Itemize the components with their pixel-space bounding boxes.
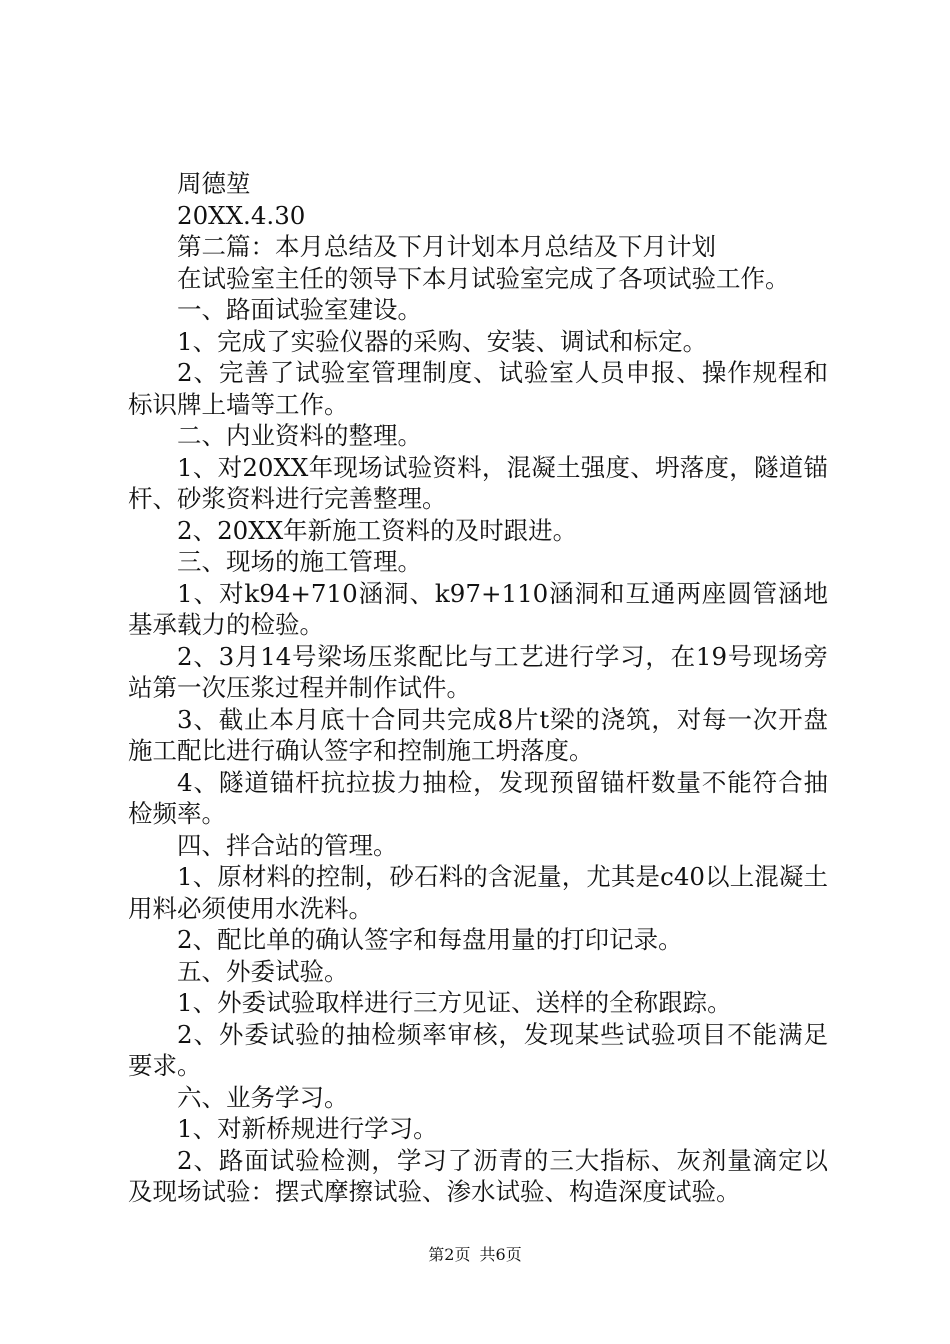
paragraph: 1、对k94+710涵洞、k97+110涵洞和互通两座圆管涵地基承载力的检验。 [128,578,828,639]
paragraph: 3、截止本月底十合同共完成8片t梁的浇筑，对每一次开盘施工配比进行确认签字和控制施工坍落度。 [128,704,828,765]
heading-6: 六、业务学习。 [177,1082,349,1112]
paragraph: 2、外委试验的抽检频率审核，发现某些试验项目不能满足要求。 [128,1019,828,1080]
heading-5: 五、外委试验。 [177,956,349,986]
document-body [128,168,828,1208]
paragraph: 1、对20XX年现场试验资料，混凝土强度、坍落度，隧道锚杆、砂浆资料进行完善整理。 [128,452,828,513]
paragraph: 1、原材料的控制，砂石料的含泥量，尤其是c40以上混凝土用料必须使用水洗料。 [128,862,828,923]
date-line: 20XX.4.30 [177,200,306,230]
section-title: 第二篇：本月总结及下月计划本月总结及下月计划 [177,232,716,261]
paragraph: 1、完成了实验仪器的采购、安装、调试和标定。 [177,326,708,356]
paragraph: 2、20XX年新施工资料的及时跟进。 [177,515,578,545]
paragraph: 2、3月14号梁场压浆配比与工艺进行学习，在19号现场旁站第一次压浆过程并制作试件。 [128,641,828,702]
page-number-footer: 第2页 共6页 [428,1245,522,1264]
author-name: 周德堃 [177,169,251,198]
heading-2: 二、内业资料的整理。 [177,421,422,450]
paragraph: 4、隧道锚杆抗拉拔力抽检，发现预留锚杆数量不能符合抽检频率。 [128,767,828,828]
heading-4: 四、拌合站的管理。 [177,830,398,860]
paragraph: 1、对新桥规进行学习。 [177,1114,438,1143]
paragraph: 2、路面试验检测，学习了沥青的三大指标、灰剂量滴定以及现场试验：摆式摩擦试验、渗水试验、构造深度试验。 [128,1145,828,1206]
heading-3: 三、现场的施工管理。 [177,547,422,576]
paragraph: 2、配比单的确认签字和每盘用量的打印记录。 [177,925,683,954]
paragraph: 1、外委试验取样进行三方见证、送样的全称跟踪。 [177,988,732,1017]
heading-1: 一、路面试验室建设。 [177,295,422,324]
paragraph: 2、完善了试验室管理制度、试验室人员申报、操作规程和标识牌上墙等工作。 [128,358,828,419]
paragraph: 在试验室主任的领导下本月试验室完成了各项试验工作。 [177,263,790,293]
